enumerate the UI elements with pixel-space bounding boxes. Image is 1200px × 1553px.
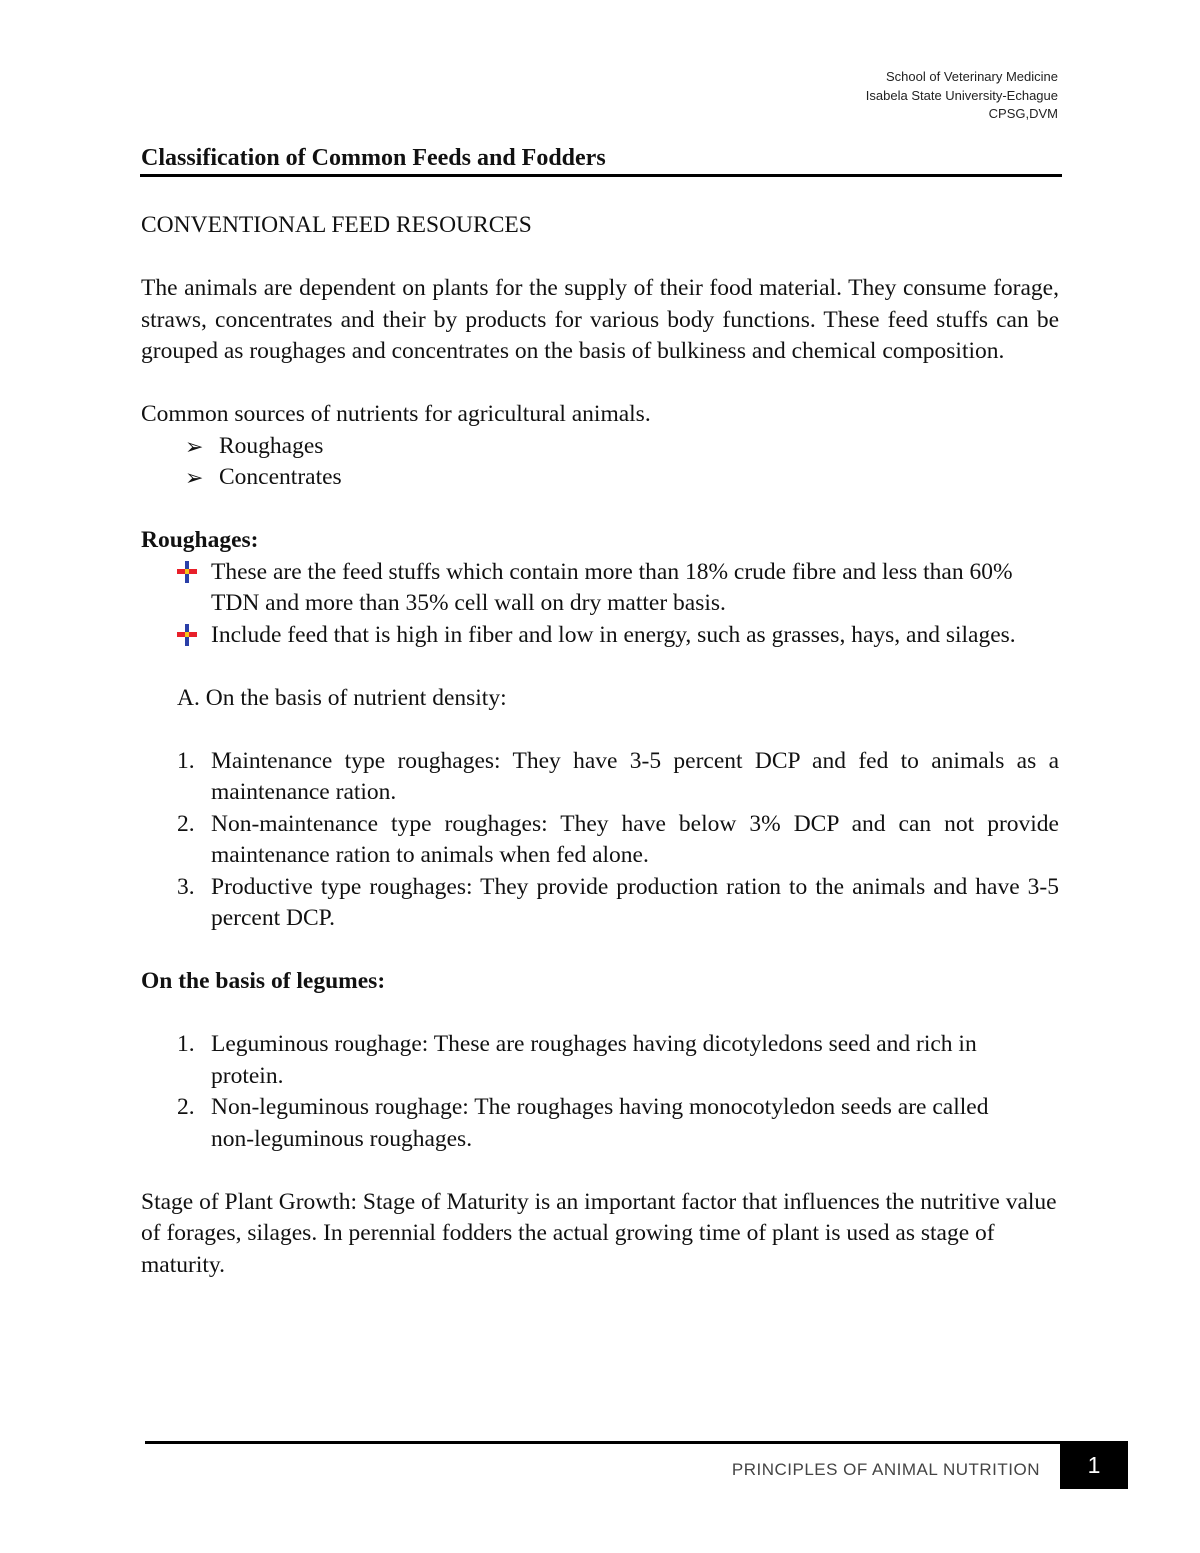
roughages-heading: Roughages: (141, 527, 259, 553)
title-divider (140, 174, 1062, 177)
list-item-text: Maintenance type roughages: They have 3-5 percent DCP and fed to animals as a maintenance ration. (211, 747, 1059, 805)
arrow-bullet-icon: ➢ (185, 465, 204, 490)
pin-icon (177, 624, 197, 646)
nutrient-density-heading: A. On the basis of nutrient density: (177, 684, 507, 711)
list-item (141, 620, 1059, 652)
footer-course-title: PRINCIPLES OF ANIMAL NUTRITION (731, 1460, 1040, 1479)
page-number: 1 (1060, 1441, 1128, 1489)
list-item-number: 3. (177, 873, 195, 900)
sources-heading: Common sources of nutrients for agricultural animals. (141, 401, 651, 427)
legumes-heading: On the basis of legumes: (141, 968, 386, 994)
list-item (141, 1092, 1031, 1155)
roughages-list (141, 557, 1059, 652)
list-item (141, 809, 1059, 872)
list-item-text: Roughages (219, 432, 324, 459)
document-title: Classification of Common Feeds and Fodders (141, 145, 606, 171)
intro-paragraph: The animals are dependent on plants for the supply of their food material. They consume forage, straws, concentrates and their by products for various body functions. These feed stuffs can be grouped as roughages and concentrates on the basis of bulkiness and chemical composition. (141, 275, 1059, 364)
nutrient-density-list (141, 746, 1059, 935)
list-item (141, 431, 1059, 463)
list-item-text: Include feed that is high in fiber and low in energy, such as grasses, hays, and silages. (211, 621, 1016, 648)
header-university: Isabela State University-Echague (865, 87, 1058, 103)
document-body (141, 210, 1059, 1281)
list-item (141, 462, 1059, 494)
list-item-text: These are the feed stuffs which contain more than 18% crude fibre and less than 60% TDN and more than 35% cell wall on dry matter basis. (211, 558, 1013, 616)
list-item-number: 1. (177, 747, 195, 774)
sources-list (141, 431, 1059, 494)
growth-paragraph: Stage of Plant Growth: Stage of Maturity is an important factor that influences the nutritive value of forages, silages. In perennial fodders the actual growing time of plant is used as stage of maturity. (141, 1188, 1057, 1278)
arrow-bullet-icon: ➢ (185, 433, 204, 459)
list-item-text: Leguminous roughage: These are roughages having dicotyledons seed and rich in protein. (211, 1031, 977, 1089)
header-school: School of Veterinary Medicine (886, 69, 1058, 84)
list-item-number: 1. (177, 1031, 195, 1057)
list-item (141, 872, 1059, 935)
list-item (141, 746, 1059, 809)
section-heading: CONVENTIONAL FEED RESOURCES (141, 212, 532, 238)
footer-divider (145, 1441, 1128, 1444)
header-program: CPSG,DVM (988, 106, 1058, 121)
list-item-text: Productive type roughages: They provide production ration to the animals and have 3-5 percent DCP. (211, 873, 1059, 931)
list-item-text: Concentrates (219, 464, 342, 490)
list-item-number: 2. (177, 1094, 195, 1120)
list-item-text: Non-maintenance type roughages: They have below 3% DCP and can not provide maintenance ration to animals when fed alone. (211, 810, 1059, 868)
list-item (141, 1029, 1031, 1092)
list-item-number: 2. (177, 810, 195, 837)
list-item-text: Non-leguminous roughage: The roughages having monocotyledon seeds are called non-leguminous roughages. (211, 1094, 989, 1152)
legumes-list (141, 1029, 1031, 1155)
list-item (141, 557, 1059, 620)
pin-icon (177, 561, 197, 583)
page-header (866, 68, 1058, 124)
